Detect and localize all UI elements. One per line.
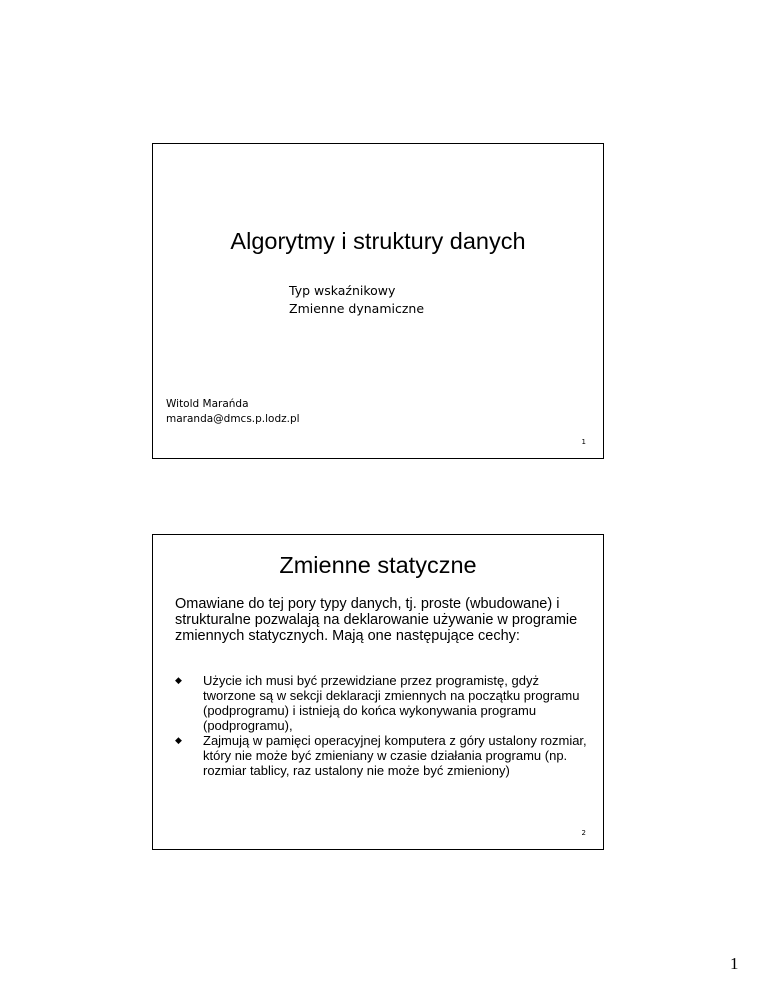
list-item [175, 673, 595, 733]
slide-2-title: Zmienne statyczne [279, 552, 477, 578]
author-block [166, 397, 300, 427]
subtitle-line-1: Typ wskaźnikowy [289, 283, 396, 298]
slide-2-intro: Omawiane do tej pory typy danych, tj. proste (wbudowane) i strukturalne pozwalają na deklarowanie używanie w programie zmiennych statycznych. Mają one następujące cechy: [175, 596, 578, 644]
bullet-text: Użycie ich musi być przewidziane przez programistę, gdyż tworzone są w sekcji deklaracji zmiennych na początku programu (podprogramu) i istnieją do końca wykonywania programu (podprogramu), [203, 673, 580, 733]
slide-2-number: 2 [581, 829, 586, 837]
author-email: maranda@dmcs.p.lodz.pl [166, 413, 300, 425]
slide-2 [152, 534, 604, 850]
slide-1-subtitle [289, 282, 424, 318]
slide-1 [152, 143, 604, 459]
bullet-list [175, 673, 595, 778]
page-number: 1 [730, 954, 739, 973]
subtitle-line-2: Zmienne dynamiczne [289, 301, 425, 316]
slide-1-number: 1 [581, 438, 586, 446]
bullet-text: Zajmują w pamięci operacyjnej komputera z góry ustalony rozmiar, który nie może być zmieniany w czasie działania programu (np. rozmiar tablicy, raz ustalony nie może być zmieniony) [203, 733, 587, 778]
diamond-bullet-icon: ◆ [175, 735, 182, 745]
slide-1-title: Algorytmy i struktury danych [230, 228, 526, 254]
author-name: Witold Marańda [166, 398, 249, 410]
diamond-bullet-icon: ◆ [175, 675, 182, 685]
list-item [175, 733, 595, 778]
